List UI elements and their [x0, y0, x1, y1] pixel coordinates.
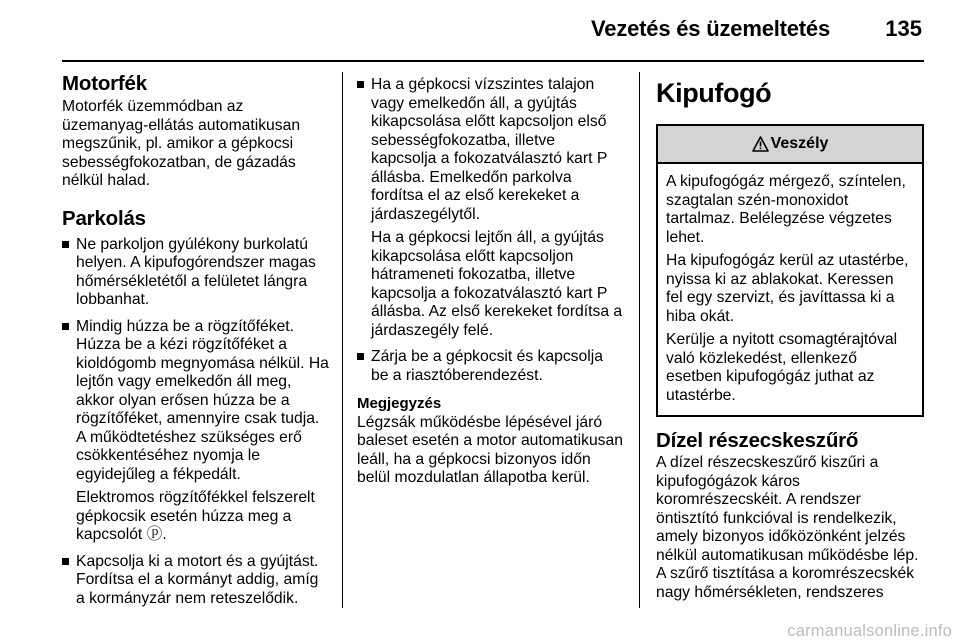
warning-box [656, 124, 924, 417]
warning-header [658, 126, 922, 164]
note-title: Megjegyzés [357, 395, 442, 412]
bullet-item: Ne parkoljon gyúlékony burkolatú helyen. A kipufogórendszer magas hőmérsékletétől a felületet lángra lobbanhat. [62, 236, 330, 310]
page-number: 135 [885, 16, 922, 41]
bullet-item: Zárja be a gépkocsit és kapcsolja be a riasztóberendezést. [357, 348, 623, 385]
heading-dizel-reszecskeszuro: Dízel részecskeszűrő [656, 429, 859, 452]
warning-body [658, 164, 922, 415]
warning-paragraph: A kipufogógáz mérgező, színtelen, szagtalan szén-monoxidot tartalmaz. Belélegzése végzetes lehet. [666, 173, 906, 246]
heading-motorfek: Motorfék [62, 72, 147, 95]
bullet-item: Mindig húzza be a rögzítőféket. Húzza be a kézi rögzítőféket a kioldógomb megnyomása nélkül. Ha lejtőn vagy emelkedőn áll meg, akkor olyan erősen húzza be a rögzítőféket, amennyire csak tudja. A működtetéshez szükséges erő csökkentéséhez nyomja le egyidejűleg a fékpedált. [62, 318, 330, 485]
column-divider-1 [342, 72, 343, 608]
warning-paragraph: Ha kipufogógáz kerül az utastérbe, nyissa ki az ablakokat. Keressen fel egy szervizt, és javíttassa ki a hiba okát. [666, 252, 909, 325]
column-divider-2 [639, 72, 640, 608]
warning-paragraph: Kerülje a nyitott csomagtérajtóval való közlekedést, ellenkező esetben kipufogógáz juthat az utastérbe. [666, 331, 898, 404]
bullet-item: Kapcsolja ki a motort és a gyújtást. Fordítsa el a kormányt addig, amíg a kormányzár nem reteszelődik. [62, 553, 330, 609]
heading-kipufogo: Kipufogó [656, 78, 772, 108]
warning-title: Veszély [770, 134, 829, 152]
column-1 [62, 72, 330, 608]
warning-triangle-icon [752, 136, 769, 152]
watermark-text: carmanualsonline.info [787, 622, 952, 640]
chapter-title: Vezetés és üzemeltetés [591, 16, 830, 41]
column-3 [656, 72, 924, 602]
column-2 [357, 72, 623, 488]
header-divider [62, 60, 924, 62]
bullet-subparagraph: Ha a gépkocsi lejtőn áll, a gyújtás kikapcsolása előtt kapcsoljon hátrameneti fokozatba, illetve kapcsolja a fokozatválasztó kart P állásba. Az első kerekeket fordítsa a járdaszegély felé. [371, 229, 623, 339]
heading-parkolas: Parkolás [62, 206, 146, 230]
bullet-subparagraph: Elektromos rögzítőfékkel felszerelt gépkocsik esetén húzza meg a kapcsolót ⓟ. [76, 489, 315, 543]
motorfek-paragraph: Motorfék üzemmódban az üzemanyag-ellátás automatikusan megszűnik, pl. amikor a gépkocsi sebességfokozatban, de gázadás nélkül halad. [62, 98, 301, 189]
note-paragraph: Légzsák működésbe lépésével járó baleset esetén a motor automatikusan leáll, ha a gépkocsi bizonyos időn belül mozdulatlan állapotba kerül. [357, 413, 623, 486]
dizel-paragraph: A dízel részecskeszűrő kiszűri a kipufogógázok káros koromrészecskéit. A rendszer öntisztító funkcióval is rendelkezik, amely bizonyos időközönként jelzés nélkül automatikusan működésbe lép. A szűrő tisztítása a koromrészecskék nagy hőmérsékleten, rendszeres [656, 454, 919, 601]
bullet-item: Ha a gépkocsi vízszintes talajon vagy emelkedőn áll, a gyújtás kikapcsolása előtt kapcsoljon első sebességfokozatba, illetve kapcsolja a fokozatválasztó kart P állásba. Emelkedőn parkolva fordítsa el az első kerekeket a járdaszegélytől. [357, 76, 623, 224]
